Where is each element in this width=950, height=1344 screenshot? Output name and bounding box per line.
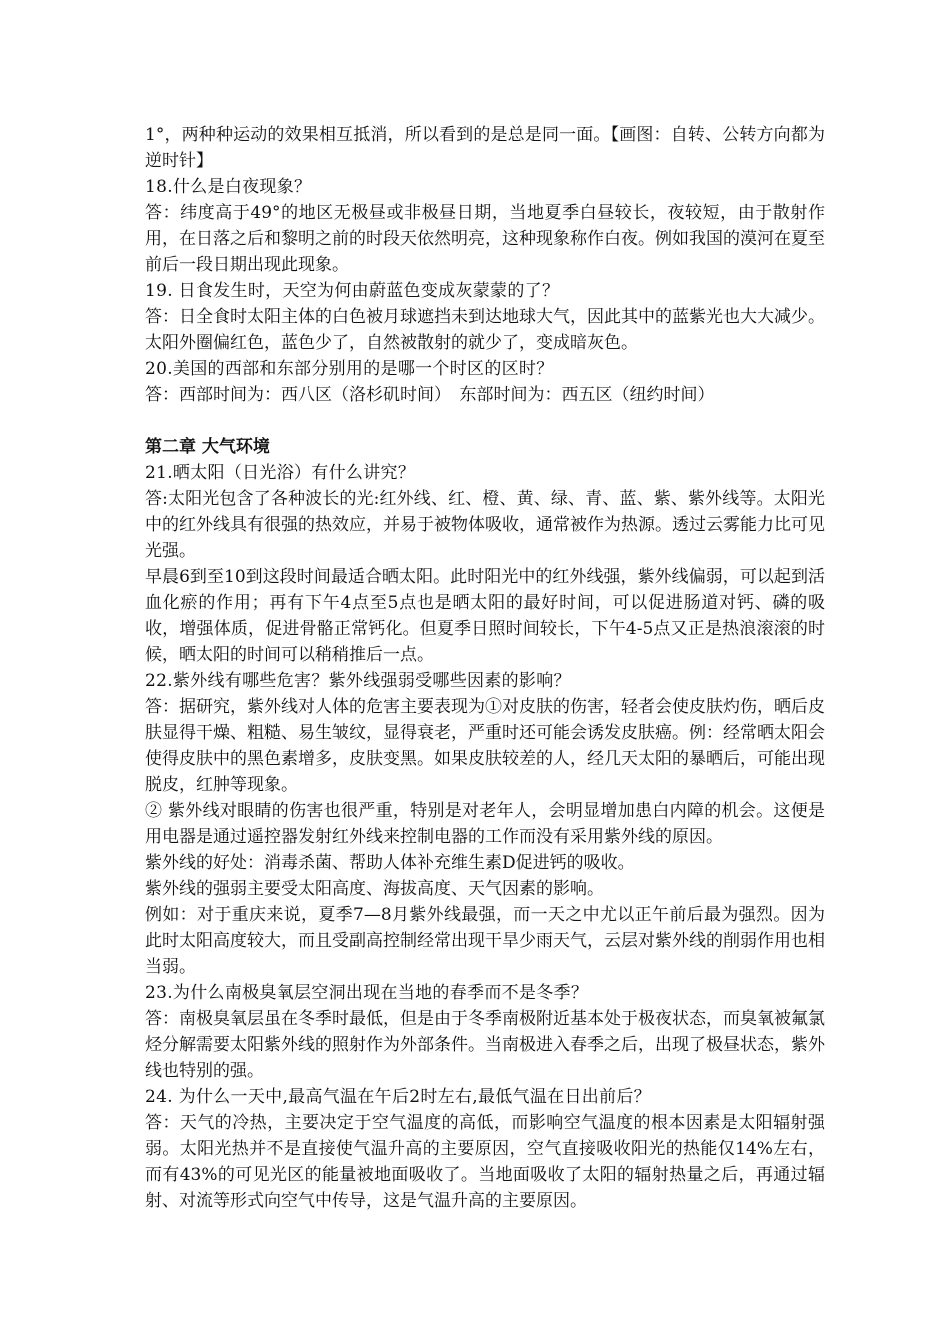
answer-22-example: 例如：对于重庆来说，夏季7—8月紫外线最强，而一天之中尤以正午前后最为强烈。因为此时太阳高度较大，而且受副高控制经常出现干旱少雨天气，云层对紫外线的削弱作用也相当弱。: [145, 905, 825, 977]
answer-22-benefits: 紫外线的好处：消毒杀菌、帮助人体补充维生素D促进钙的吸收。: [145, 853, 635, 873]
question-18: 18.什么是白夜现象？: [145, 177, 312, 197]
answer-22-part-2: ② 紫外线对眼睛的伤害也很严重，特别是对老年人，会明显增加患白内障的机会。这便是用电器是通过遥控器发射红外线来控制电器的工作而没有采用紫外线的原因。: [145, 801, 825, 847]
answer-21-part-2: 早晨6到至10到这段时间最适合晒太阳。此时阳光中的红外线强，紫外线偏弱，可以起到活血化瘀的作用；再有下午4点至5点也是晒太阳的最好时间，可以促进肠道对钙、磷的吸收，增强体质，促进骨骼正常钙化。但夏季日照时间较长，下午4-5点又正是热浪滚滚的时候，晒太阳的时间可以稍稍推后一点。: [145, 567, 825, 665]
paragraph-moon-rotation-end: 1°，两种种运动的效果相互抵消，所以看到的是总是同一面。【画图：自转、公转方向都为逆时针】: [145, 125, 825, 171]
answer-20: 答：西部时间为：西八区（洛杉矶时间） 东部时间为：西五区（纽约时间）: [145, 385, 715, 405]
answer-24: 答：天气的冷热，主要决定于空气温度的高低，而影响空气温度的根本因素是太阳辐射强弱。太阳光热并不是直接使气温升高的主要原因，空气直接吸收阳光的热能仅14%左右，而有43%的可见光区的能量被地面吸收了。当地面吸收了太阳的辐射热量之后，再通过辐射、对流等形式向空气中传导，这是气温升高的主要原因。: [145, 1113, 825, 1211]
answer-22-factors: 紫外线的强弱主要受太阳高度、海拔高度、天气因素的影响。: [145, 879, 604, 899]
answer-19: 答：日全食时太阳主体的白色被月球遮挡未到达地球大气，因此其中的蓝紫光也大大减少。太阳外圈偏红色，蓝色少了，自然被散射的就少了，变成暗灰色。: [145, 307, 825, 353]
question-21: 21.晒太阳（日光浴）有什么讲究？: [145, 463, 416, 483]
question-20: 20.美国的西部和东部分别用的是哪一个时区的区时？: [145, 359, 554, 379]
question-22: 22.紫外线有哪些危害？紫外线强弱受哪些因素的影响？: [145, 671, 571, 691]
section-chapter-one-tail: [145, 122, 825, 408]
document-body: [145, 122, 825, 1214]
answer-22-part-1: 答：据研究，紫外线对人体的危害主要表现为①对皮肤的伤害，轻者会使皮肤灼伤，晒后皮肤显得干燥、粗糙、易生皱纹，显得衰老，严重时还可能会诱发皮肤癌。例：经常晒太阳会使得皮肤中的黑色素增多，皮肤变黑。如果皮肤较差的人，经几天太阳的暴晒后，可能出现脱皮，红肿等现象。: [145, 697, 825, 795]
answer-21-part-1: 答:太阳光包含了各种波长的光:红外线、红、橙、黄、绿、青、蓝、紫、紫外线等。太阳光中的红外线具有很强的热效应，并易于被物体吸收，通常被作为热源。透过云雾能力比可见光强。: [145, 489, 825, 561]
question-19: 19. 日食发生时，天空为何由蔚蓝色变成灰蒙蒙的了？: [145, 281, 560, 301]
section-chapter-two: [145, 460, 825, 1214]
answer-23: 答：南极臭氧层虽在冬季时最低，但是由于冬季南极附近基本处于极夜状态，而臭氧被氟氯烃分解需要太阳紫外线的照射作为外部条件。当南极进入春季之后，出现了极昼状态，紫外线也特别的强。: [145, 1009, 825, 1081]
question-23: 23.为什么南极臭氧层空洞出现在当地的春季而不是冬季？: [145, 983, 589, 1003]
question-24: 24. 为什么一天中,最高气温在午后2时左右,最低气温在日出前后？: [145, 1087, 651, 1107]
chapter-title: 第二章 大气环境: [145, 437, 270, 457]
answer-18: 答：纬度高于49°的地区无极昼或非极昼日期，当地夏季白昼较长，夜较短，由于散射作用，在日落之后和黎明之前的时段天依然明亮，这种现象称作白夜。例如我国的漠河在夏至前后一段日期出现此现象。: [145, 203, 825, 275]
